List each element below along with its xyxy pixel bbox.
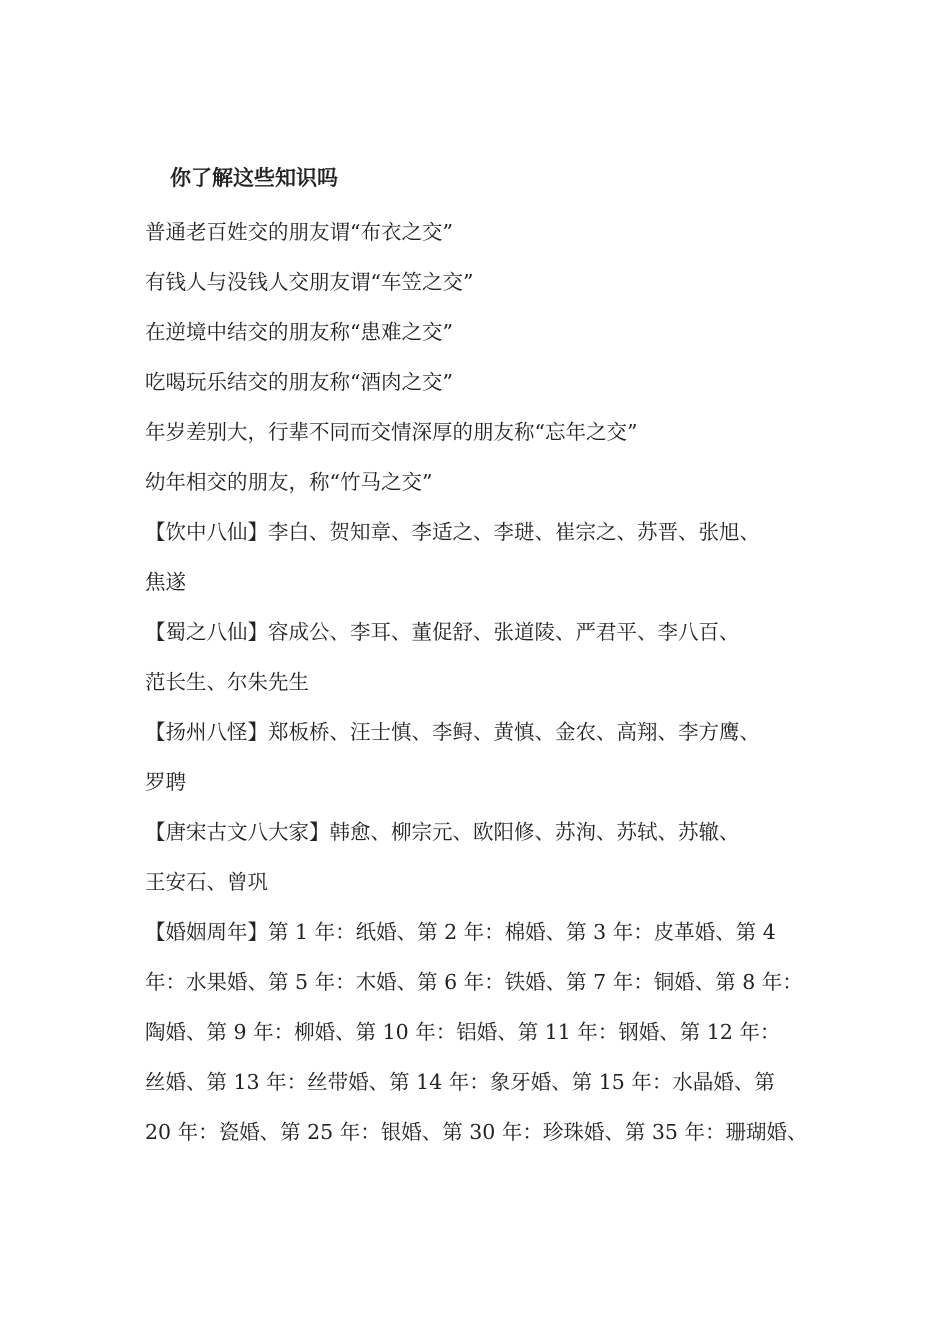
text-line: 陶婚、第 9 年：柳婚、第 10 年：铝婚、第 11 年：钢婚、第 12 年： — [145, 1020, 781, 1044]
text-line: 范长生、尔朱先生 — [145, 670, 309, 694]
page-title: 你了解这些知识吗 — [170, 166, 338, 190]
text-line: 幼年相交的朋友，称“竹马之交” — [145, 470, 433, 494]
text-line: 普通老百姓交的朋友谓“布衣之交” — [145, 220, 453, 244]
text-line: 年岁差别大，行辈不同而交情深厚的朋友称“忘年之交” — [145, 420, 638, 444]
text-line: 年：水果婚、第 5 年：木婚、第 6 年：铁婚、第 7 年：铜婚、第 8 年： — [145, 970, 803, 994]
text-line: 王安石、曾巩 — [145, 870, 268, 894]
document-body — [145, 157, 835, 1157]
text-line: 【婚姻周年】第 1 年：纸婚、第 2 年：棉婚、第 3 年：皮革婚、第 4 — [145, 920, 776, 944]
text-line: 20 年：瓷婚、第 25 年：银婚、第 30 年：珍珠婚、第 35 年：珊瑚婚、 — [145, 1120, 808, 1144]
text-line: 【饮中八仙】李白、贺知章、李适之、李琎、崔宗之、苏晋、张旭、 — [145, 520, 760, 544]
text-line: 丝婚、第 13 年：丝带婚、第 14 年：象牙婚、第 15 年：水晶婚、第 — [145, 1070, 775, 1094]
text-line: 罗聘 — [145, 770, 186, 794]
text-line: 在逆境中结交的朋友称“患难之交” — [145, 320, 453, 344]
text-line: 【扬州八怪】郑板桥、汪士慎、李鲟、黄慎、金农、高翔、李方鹰、 — [145, 720, 760, 744]
text-line: 【蜀之八仙】容成公、李耳、董促舒、张道陵、严君平、李八百、 — [145, 620, 740, 644]
text-line: 焦遂 — [145, 570, 186, 594]
text-line: 吃喝玩乐结交的朋友称“酒肉之交” — [145, 370, 453, 394]
text-line: 有钱人与没钱人交朋友谓“车笠之交” — [145, 270, 474, 294]
text-line: 【唐宋古文八大家】韩愈、柳宗元、欧阳修、苏洵、苏轼、苏辙、 — [145, 820, 740, 844]
